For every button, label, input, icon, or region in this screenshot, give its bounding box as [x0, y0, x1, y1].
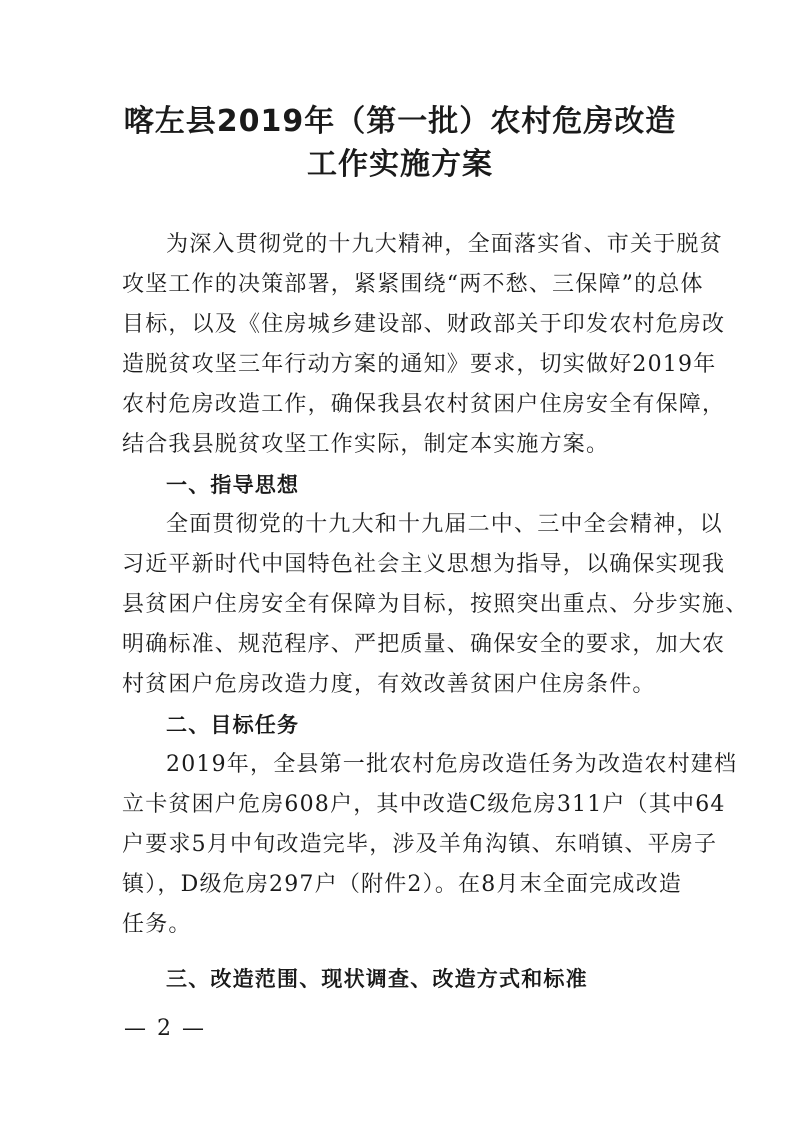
- document-title-line-1: 喀左县2019年（第一批）农村危房改造: [123, 104, 677, 139]
- section2-line: 立卡贫困户危房608户，其中改造C级危房311户（其中64: [122, 792, 726, 817]
- section-heading-guiding-ideology: 一、指导思想: [166, 473, 300, 497]
- section2-line: 2019年，全县第一批农村危房改造任务为改造农村建档: [166, 752, 738, 777]
- intro-line: 为深入贯彻党的十九大精神，全面落实省、市关于脱贫: [166, 232, 723, 257]
- intro-line: 造脱贫攻坚三年行动方案的通知》要求，切实做好2019年: [122, 352, 717, 377]
- intro-line: 农村危房改造工作，确保我县农村贫困户住房安全有保障，: [122, 392, 726, 417]
- section1-line: 习近平新时代中国特色社会主义思想为指导，以确保实现我: [122, 552, 726, 577]
- section-heading-targets: 二、目标任务: [166, 713, 300, 737]
- section1-line: 县贫困户住房安全有保障为目标，按照突出重点、分步实施、: [122, 592, 749, 617]
- intro-line: 结合我县脱贫攻坚工作实际，制定本实施方案。: [122, 432, 610, 457]
- intro-line: 目标，以及《住房城乡建设部、财政部关于印发农村危房改: [122, 312, 726, 337]
- section1-line: 全面贯彻党的十九大和十九届二中、三中全会精神，以: [166, 512, 723, 537]
- section1-line: 明确标准、规范程序、严把质量、确保安全的要求，加大农: [122, 632, 726, 657]
- section-heading-scope: 三、改造范围、现状调查、改造方式和标准: [166, 967, 588, 991]
- page-number: — 2 —: [124, 1016, 206, 1041]
- document-title-line-2: 工作实施方案: [307, 147, 493, 182]
- section2-line: 任务。: [122, 912, 192, 937]
- section2-line: 户要求5月中旬改造完毕，涉及羊角沟镇、东哨镇、平房子: [122, 832, 718, 857]
- section2-line: 镇），D级危房297户（附件2）。在8月末全面完成改造: [122, 872, 683, 897]
- section1-line: 村贫困户危房改造力度，有效改善贫困户住房条件。: [122, 672, 656, 697]
- document-body: [122, 225, 749, 999]
- intro-line: 攻坚工作的决策部署，紧紧围绕“两不愁、三保障”的总体: [122, 272, 704, 297]
